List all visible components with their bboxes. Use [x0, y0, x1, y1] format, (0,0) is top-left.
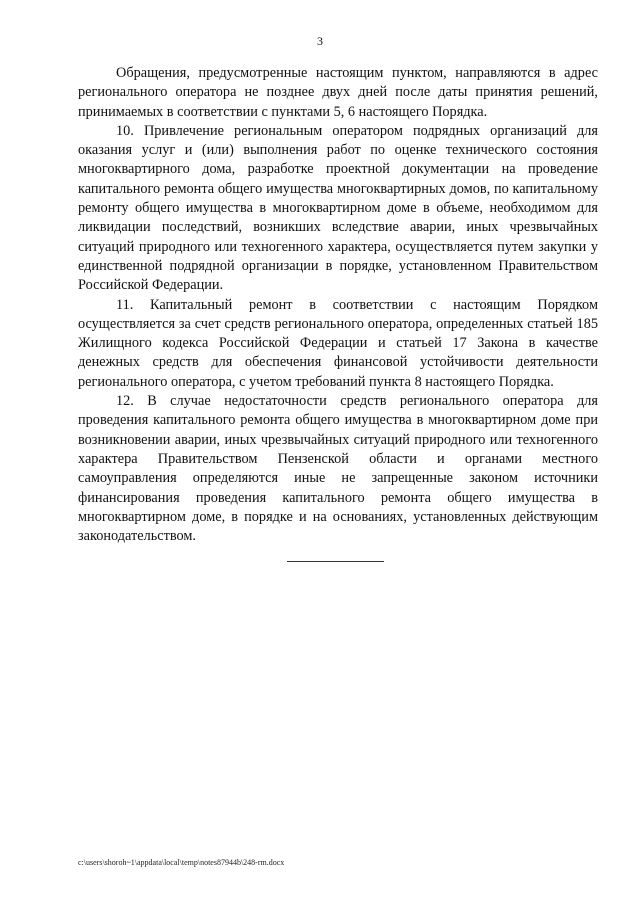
paragraph-10: 10. Привлечение региональным оператором подрядных организаций для оказания услуг и (или) выполнения работ по оценке технического состояния многоквартирного дома, разработке проектной документации на проведение капитального ремонта общего имущества многоквартирных домов, по капитальному ремонту общего имущества в многоквартирном доме в объеме, необходимом для ликвидации последствий, возникших вследствие аварии, иных чрезвычайных ситуаций природного или техногенного характера, осуществляется путем закупки у единственной подрядной организации в порядке, установленном Правительством Российской Федерации.: [78, 122, 598, 294]
paragraph-12: 12. В случае недостаточности средств регионального оператора для проведения капитального ремонта общего имущества в многоквартирном доме при возникновении аварии, иных чрезвычайных ситуаций природного или техногенного характера Правительством Пензенской области и органами местного самоуправления определяются иные не запрещенные законом источники финансирования проведения капитального ремонта общего имущества в многоквартирном доме, в порядке и на основаниях, установленных действующим законодательством.: [78, 393, 598, 545]
paragraph-11: 11. Капитальный ремонт в соответствии с настоящим Порядком осуществляется за счет средств регионального оператора, определенных статьей 185 Жилищного кодекса Российской Федерации и статьей 17 Закона в качестве денежных средств для обеспечения финансовой устойчивости деятельности регионального оператора, с учетом требований пункта 8 настоящего Порядка.: [78, 296, 598, 390]
document-body: [78, 64, 598, 546]
end-divider-line: [287, 561, 384, 562]
page-number: 3: [317, 34, 323, 48]
paragraph-appeals: Обращения, предусмотренные настоящим пунктом, направляются в адрес регионального оператора не позднее двух дней после даты принятия решений, принимаемых в соответствии с пунктами 5, 6 настоящего Порядка.: [78, 65, 598, 120]
footer-file-path: c:\users\shoroh~1\appdata\local\temp\notes87944b\248-rm.docx: [78, 858, 285, 867]
